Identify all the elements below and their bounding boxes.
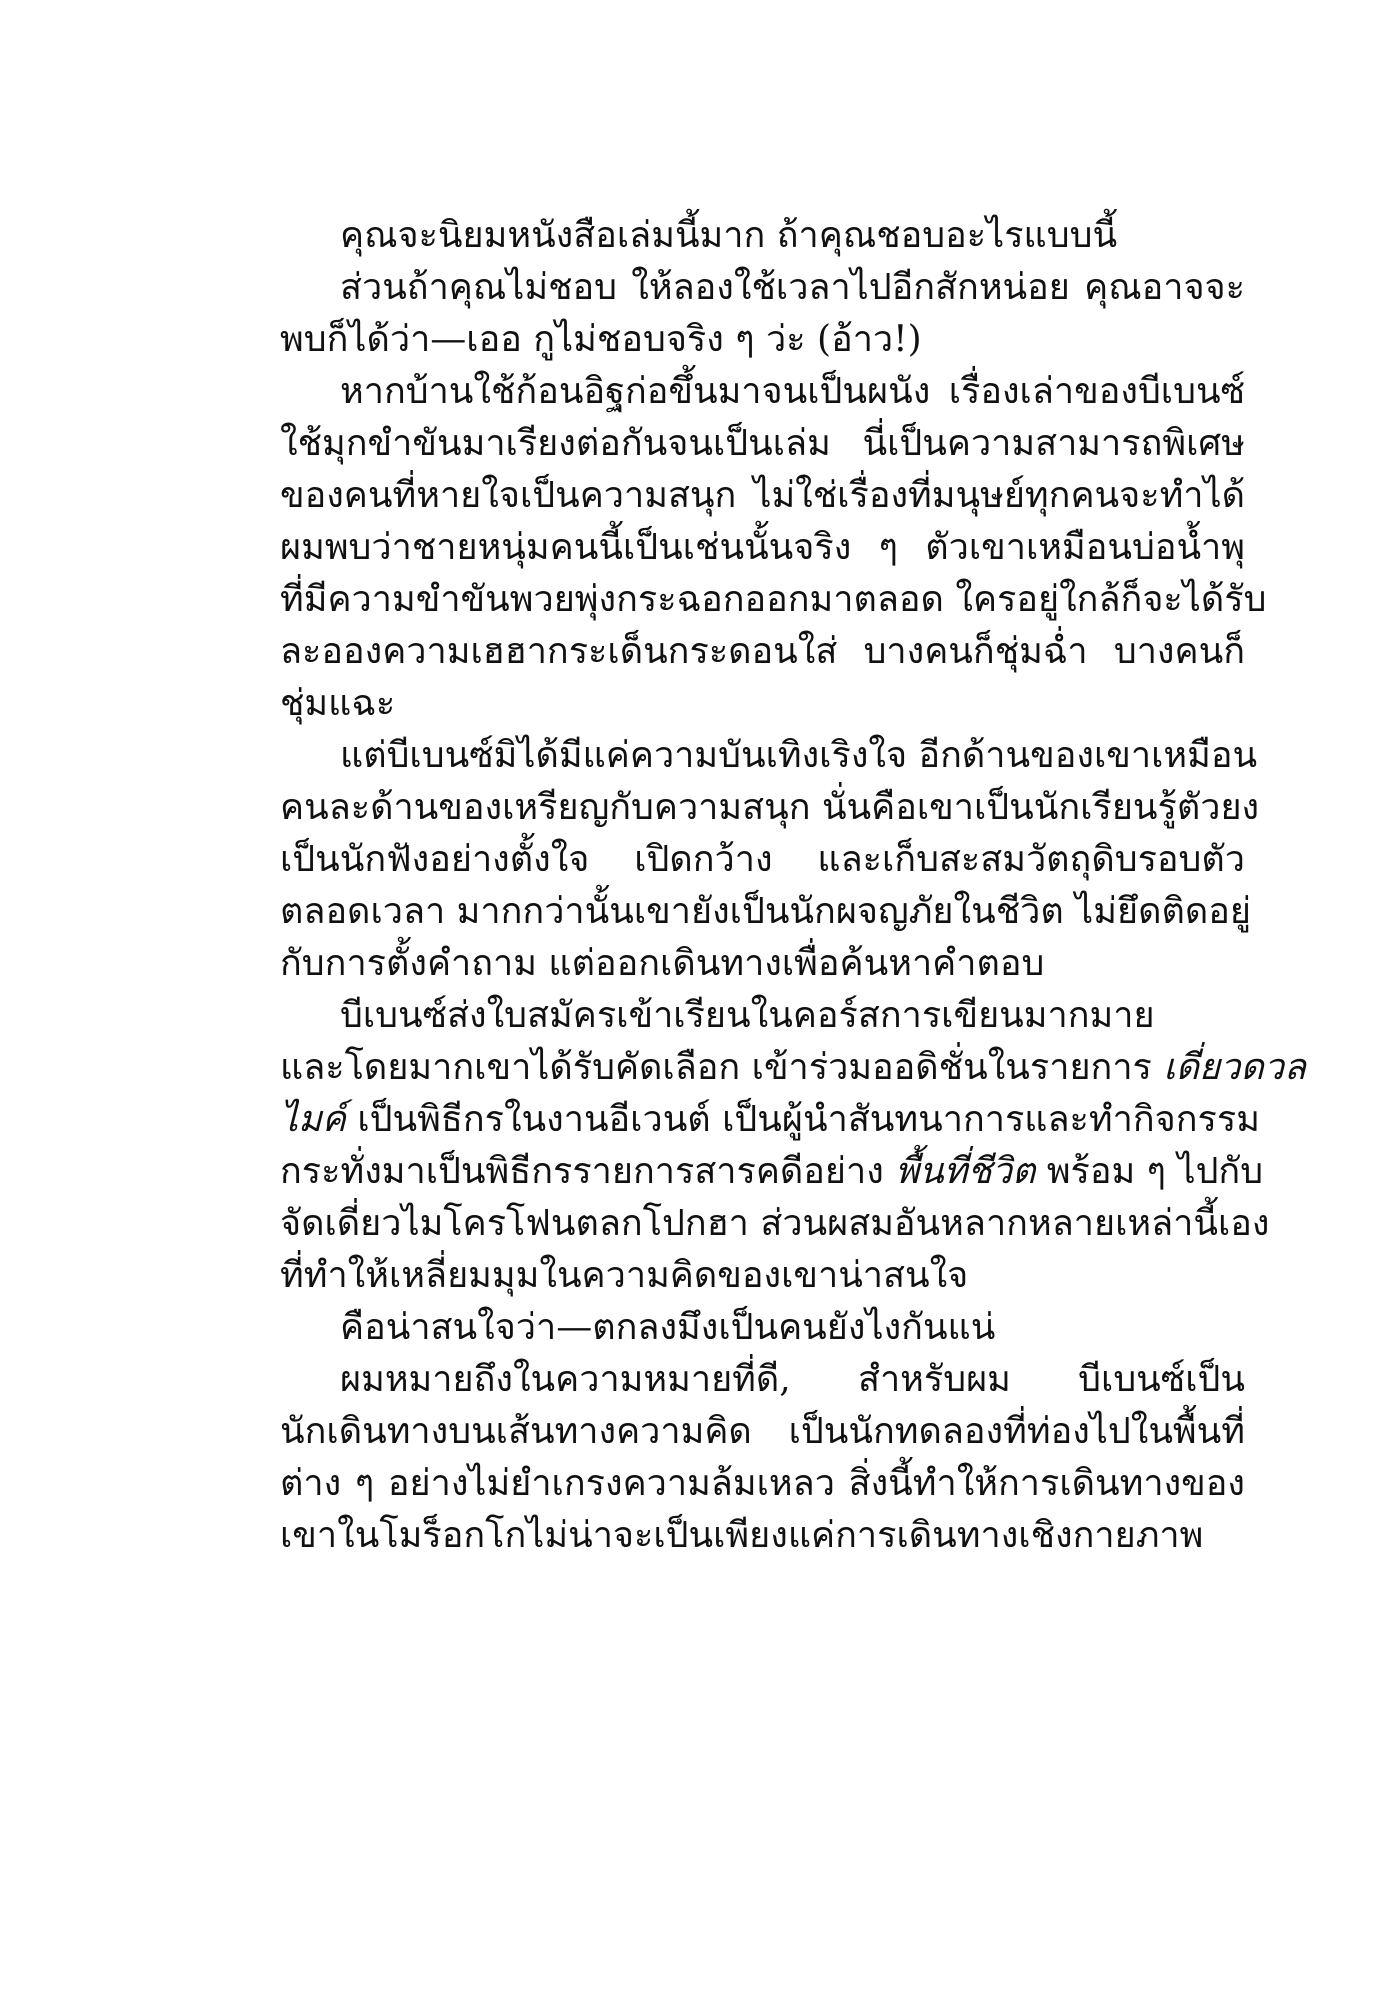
text-line (280, 1042, 1306, 1094)
text-line (280, 1146, 1264, 1198)
text-line: พบก็ได้ว่า—เออ กูไม่ชอบจริง ๆ ว่ะ (อ้าว!) (280, 319, 922, 360)
text-line: ที่ทำให้เหลี่ยมมุมในความคิดของเขาน่าสนใจ (280, 1255, 969, 1296)
text-line: ชุ่มแฉะ (280, 683, 396, 724)
text-line: นักเดินทางบนเส้นทางความคิด เป็นนักทดลองที่ท่องไปในพื้นที่ (280, 1411, 1245, 1452)
program-title: เดี่ยวดวล (1163, 1047, 1306, 1088)
text-line: เป็นนักฟังอย่างตั้งใจ เปิดกว้าง และเก็บสะสมวัตถุดิบรอบตัว (280, 839, 1245, 880)
text-line: ของคนที่หายใจเป็นความสนุก ไม่ใช่เรื่องที่มนุษย์ทุกคนจะทำได้ (280, 475, 1245, 516)
text-line: จัดเดี่ยวไมโครโฟนตลกโปกฮา ส่วนผสมอันหลากหลายเหล่านี้เอง (280, 1203, 1270, 1244)
body-text (280, 210, 1306, 1562)
text-line: แต่บีเบนซ์มิได้มีแค่ความบันเทิงเริงใจ อีกด้านของเขาเหมือน (340, 735, 1258, 776)
program-title: พื้นที่ชีวิต (895, 1151, 1036, 1192)
text-line: คุณจะนิยมหนังสือเล่มนี้มาก ถ้าคุณชอบอะไรแบบนี้ (340, 215, 1118, 256)
text-line: เขาในโมร็อกโกไม่น่าจะเป็นเพียงแค่การเดินทางเชิงกายภาพ (280, 1515, 1204, 1556)
text-line: ใช้มุกขำขันมาเรียงต่อกันจนเป็นเล่ม นี่เป็นความสามารถพิเศษ (280, 423, 1245, 464)
text-line: คนละด้านของเหรียญกับความสนุก นั่นคือเขาเป็นนักเรียนรู้ตัวยง (280, 787, 1260, 828)
text-line: บีเบนซ์ส่งใบสมัครเข้าเรียนในคอร์สการเขียนมากมาย (340, 995, 1155, 1036)
program-title: ไมค์ (280, 1099, 346, 1140)
text-segment: กระทั่งมาเป็นพิธีกรรายการสารคดีอย่าง (280, 1151, 896, 1192)
text-line: ส่วนถ้าคุณไม่ชอบ ให้ลองใช้เวลาไปอีกสักหน่อย คุณอาจจะ (340, 267, 1245, 308)
text-line: ผมพบว่าชายหนุ่มคนนี้เป็นเช่นนั้นจริง ๆ ตัวเขาเหมือนบ่อน้ำพุ (280, 527, 1245, 568)
text-segment: และโดยมากเขาได้รับคัดเลือก เข้าร่วมออดิชั่นในรายการ (280, 1047, 1164, 1088)
text-line: ละอองความเฮฮากระเด็นกระดอนใส่ บางคนก็ชุ่มฉ่ำ บางคนก็ (280, 631, 1245, 672)
text-line: หากบ้านใช้ก้อนอิฐก่อขึ้นมาจนเป็นผนัง เรื่องเล่าของบีเบนซ์ (340, 371, 1245, 412)
text-segment: เป็นพิธีกรในงานอีเวนต์ เป็นผู้นำสันทนาการและทำกิจกรรม (345, 1099, 1260, 1140)
text-line: ต่าง ๆ อย่างไม่ยำเกรงความล้มเหลว สิ่งนี้ทำให้การเดินทางของ (280, 1463, 1245, 1504)
text-line: กับการตั้งคำถาม แต่ออกเดินทางเพื่อค้นหาคำตอบ (280, 943, 1045, 984)
text-line: ที่มีความขำขันพวยพุ่งกระฉอกออกมาตลอด ใครอยู่ใกล้ก็จะได้รับ (280, 579, 1267, 620)
text-segment: พร้อม ๆ ไปกับ (1035, 1151, 1264, 1192)
text-line: ตลอดเวลา มากกว่านั้นเขายังเป็นนักผจญภัยในชีวิต ไม่ยึดติดอยู่ (280, 891, 1251, 932)
text-line: คือน่าสนใจว่า—ตกลงมึงเป็นคนยังไงกันแน่ (340, 1307, 996, 1348)
text-line: ผมหมายถึงในความหมายที่ดี, สำหรับผม บีเบนซ์เป็น (340, 1359, 1245, 1400)
text-line (280, 1094, 1260, 1146)
